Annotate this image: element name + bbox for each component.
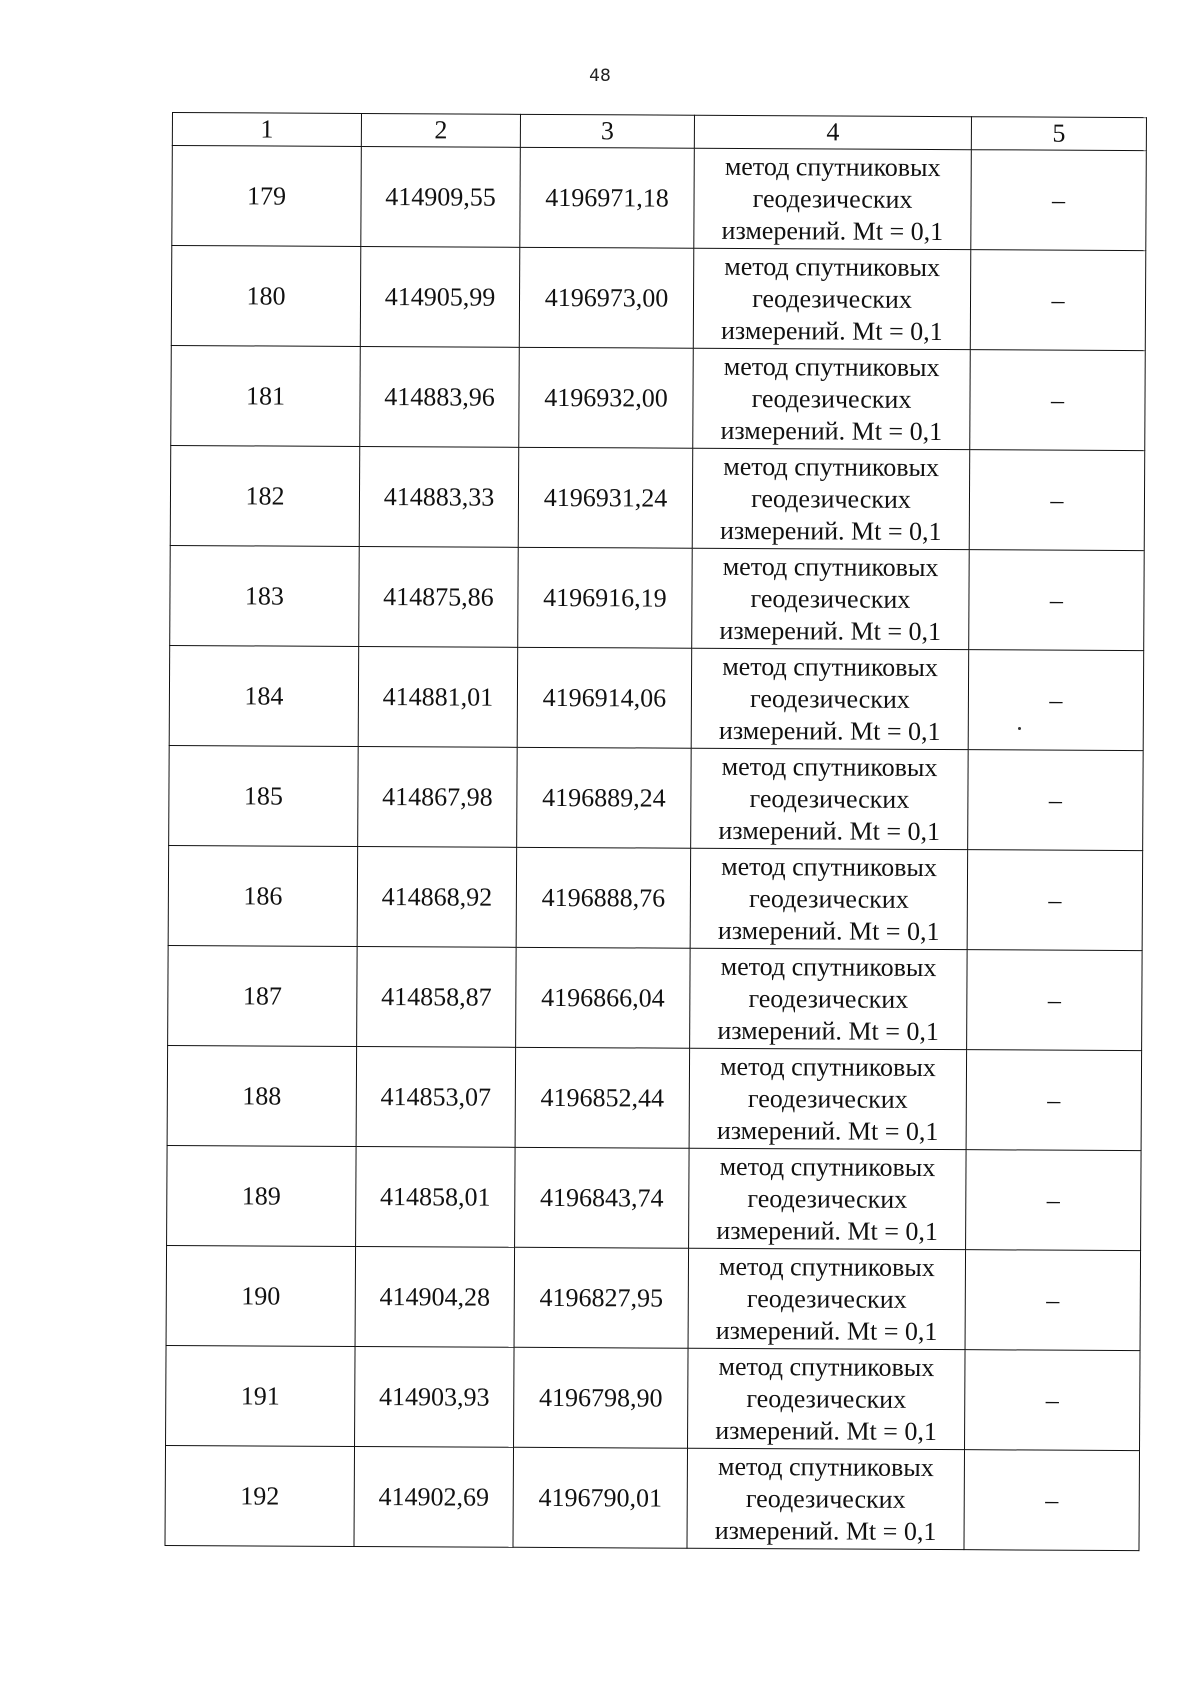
- table-row: [170, 545, 1145, 650]
- x-coordinate-cell: 414853,07: [356, 1046, 516, 1147]
- method-line: измерений. Mt = 0,1: [719, 515, 942, 546]
- method-line: метод спутниковых: [722, 551, 939, 582]
- y-coordinate-cell: 4196790,01: [513, 1447, 688, 1548]
- header-cell-2: 2: [361, 113, 520, 147]
- method-line: метод спутниковых: [718, 1351, 935, 1382]
- y-coordinate-cell: 4196798,90: [514, 1347, 689, 1448]
- method-line: геодезических: [747, 1183, 908, 1214]
- method-line: геодезических: [752, 183, 913, 214]
- table-row: [169, 745, 1144, 850]
- table-row: [171, 246, 1146, 351]
- x-coordinate-cell: 414902,69: [354, 1446, 514, 1547]
- method-cell: [691, 648, 969, 749]
- point-number-cell: 183: [170, 545, 360, 646]
- method-line: геодезических: [752, 283, 912, 314]
- table-row: [172, 146, 1147, 251]
- x-coordinate-cell: 414858,01: [356, 1146, 516, 1247]
- header-cell-3: 3: [520, 114, 694, 148]
- method-line: измерений. Mt = 0,1: [716, 1115, 939, 1146]
- x-coordinate-cell: 414858,87: [357, 946, 517, 1047]
- note-cell: –: [964, 1450, 1140, 1551]
- y-coordinate-cell: 4196931,24: [518, 447, 693, 548]
- note-cell: –: [970, 350, 1146, 451]
- y-coordinate-cell: 4196866,04: [516, 947, 691, 1048]
- method-line: геодезических: [746, 1283, 907, 1314]
- x-coordinate-cell: 414875,86: [359, 546, 519, 647]
- method-cell: [694, 148, 972, 249]
- method-line: геодезических: [751, 483, 911, 514]
- method-line: метод спутниковых: [719, 1251, 935, 1282]
- note-cell: –: [970, 250, 1146, 351]
- method-cell: [692, 548, 970, 649]
- coordinates-table: [164, 112, 1146, 1551]
- y-coordinate-cell: 4196888,76: [516, 847, 691, 948]
- y-coordinate-cell: 4196971,18: [520, 147, 695, 248]
- table-row: [166, 1345, 1141, 1450]
- table-row: [167, 1045, 1142, 1150]
- y-coordinate-cell: 4196827,95: [514, 1247, 689, 1348]
- method-line: метод спутниковых: [724, 151, 941, 182]
- point-number-cell: 184: [169, 645, 359, 746]
- table-row: [167, 1145, 1142, 1250]
- note-cell: –: [969, 550, 1145, 651]
- point-number-cell: 189: [167, 1145, 357, 1246]
- x-coordinate-cell: 414904,28: [355, 1246, 515, 1347]
- y-coordinate-cell: 4196889,24: [517, 747, 692, 848]
- method-line: метод спутниковых: [723, 351, 940, 382]
- point-number-cell: 190: [166, 1245, 356, 1346]
- note-cell: –: [968, 750, 1144, 851]
- method-cell: [688, 1348, 966, 1449]
- table-row: [165, 1445, 1140, 1550]
- x-coordinate-cell: 414883,33: [359, 446, 519, 547]
- method-cell: [689, 1048, 967, 1149]
- method-cell: [693, 348, 971, 449]
- table-body: [165, 146, 1146, 1551]
- method-line: геодезических: [748, 883, 909, 914]
- method-line: измерений. Mt = 0,1: [721, 215, 944, 246]
- point-number-cell: 191: [166, 1345, 356, 1446]
- header-cell-4: 4: [694, 115, 971, 149]
- table-row: [171, 345, 1146, 450]
- method-line: метод спутниковых: [721, 851, 937, 882]
- method-line: измерений. Mt = 0,1: [720, 315, 943, 346]
- header-row: [172, 113, 1146, 151]
- method-line: геодезических: [746, 1383, 907, 1414]
- point-number-cell: 180: [171, 246, 361, 347]
- method-line: метод спутниковых: [723, 451, 940, 482]
- y-coordinate-cell: 4196916,19: [518, 547, 693, 648]
- table-row: [170, 445, 1145, 550]
- table-row: [168, 845, 1143, 950]
- header-cell-5: 5: [971, 117, 1146, 151]
- method-line: метод спутниковых: [720, 951, 937, 982]
- table-row: [169, 645, 1144, 750]
- table-row: [168, 945, 1143, 1050]
- method-line: измерений. Mt = 0,1: [720, 415, 943, 446]
- note-cell: –: [968, 650, 1144, 751]
- y-coordinate-cell: 4196852,44: [515, 1047, 690, 1148]
- x-coordinate-cell: 414909,55: [361, 146, 521, 247]
- method-line: геодезических: [747, 1083, 908, 1114]
- method-line: метод спутниковых: [719, 1151, 936, 1182]
- x-coordinate-cell: 414905,99: [360, 246, 520, 347]
- note-cell: –: [965, 1350, 1141, 1451]
- method-cell: [691, 748, 969, 849]
- note-cell: –: [967, 850, 1143, 951]
- method-line: измерений. Mt = 0,1: [717, 915, 940, 946]
- point-number-cell: 187: [168, 945, 358, 1046]
- method-line: измерений. Mt = 0,1: [715, 1415, 937, 1446]
- scan-speck: [1018, 727, 1021, 730]
- note-cell: –: [966, 1150, 1142, 1251]
- method-cell: [690, 848, 968, 949]
- table-header: [172, 113, 1146, 151]
- method-line: метод спутниковых: [717, 1451, 934, 1482]
- method-line: метод спутниковых: [721, 751, 938, 782]
- note-cell: –: [966, 1050, 1142, 1151]
- point-number-cell: 186: [168, 845, 358, 946]
- method-line: метод спутниковых: [722, 651, 939, 682]
- point-number-cell: 188: [167, 1045, 357, 1146]
- y-coordinate-cell: 4196932,00: [519, 347, 694, 448]
- table-row: [166, 1245, 1141, 1350]
- y-coordinate-cell: 4196973,00: [519, 247, 694, 348]
- method-cell: [692, 448, 970, 549]
- method-line: измерений. Mt = 0,1: [714, 1515, 937, 1546]
- method-line: метод спутниковых: [720, 1051, 936, 1082]
- x-coordinate-cell: 414883,96: [360, 346, 520, 447]
- point-number-cell: 181: [171, 345, 361, 446]
- method-line: измерений. Mt = 0,1: [716, 1215, 939, 1246]
- note-cell: –: [969, 450, 1145, 551]
- x-coordinate-cell: 414867,98: [358, 746, 518, 847]
- method-cell: [687, 1448, 965, 1549]
- method-cell: [690, 948, 968, 1049]
- y-coordinate-cell: 4196843,74: [515, 1147, 690, 1248]
- point-number-cell: 182: [170, 445, 360, 546]
- page-number: 48: [589, 66, 611, 86]
- point-number-cell: 185: [169, 745, 359, 846]
- method-line: измерений. Mt = 0,1: [717, 1015, 940, 1046]
- x-coordinate-cell: 414868,92: [357, 846, 517, 947]
- method-line: геодезических: [749, 683, 910, 714]
- method-line: геодезических: [750, 583, 911, 614]
- method-line: измерений. Mt = 0,1: [718, 815, 941, 846]
- method-line: геодезических: [748, 983, 909, 1014]
- y-coordinate-cell: 4196914,06: [517, 647, 692, 748]
- method-cell: [689, 1148, 967, 1249]
- header-cell-1: 1: [172, 113, 361, 147]
- x-coordinate-cell: 414881,01: [358, 646, 518, 747]
- method-line: геодезических: [751, 383, 912, 414]
- method-line: измерений. Mt = 0,1: [718, 715, 941, 746]
- note-cell: –: [967, 950, 1143, 1051]
- method-line: геодезических: [745, 1483, 906, 1514]
- method-cell: [693, 248, 971, 349]
- note-cell: –: [971, 150, 1147, 251]
- point-number-cell: 179: [172, 146, 362, 247]
- method-line: геодезических: [749, 783, 910, 814]
- method-line: измерений. Mt = 0,1: [715, 1315, 938, 1346]
- method-cell: [688, 1248, 966, 1349]
- point-number-cell: 192: [165, 1445, 355, 1546]
- method-line: измерений. Mt = 0,1: [719, 615, 942, 646]
- method-line: метод спутниковых: [724, 251, 941, 282]
- x-coordinate-cell: 414903,93: [355, 1346, 515, 1447]
- note-cell: –: [965, 1250, 1141, 1351]
